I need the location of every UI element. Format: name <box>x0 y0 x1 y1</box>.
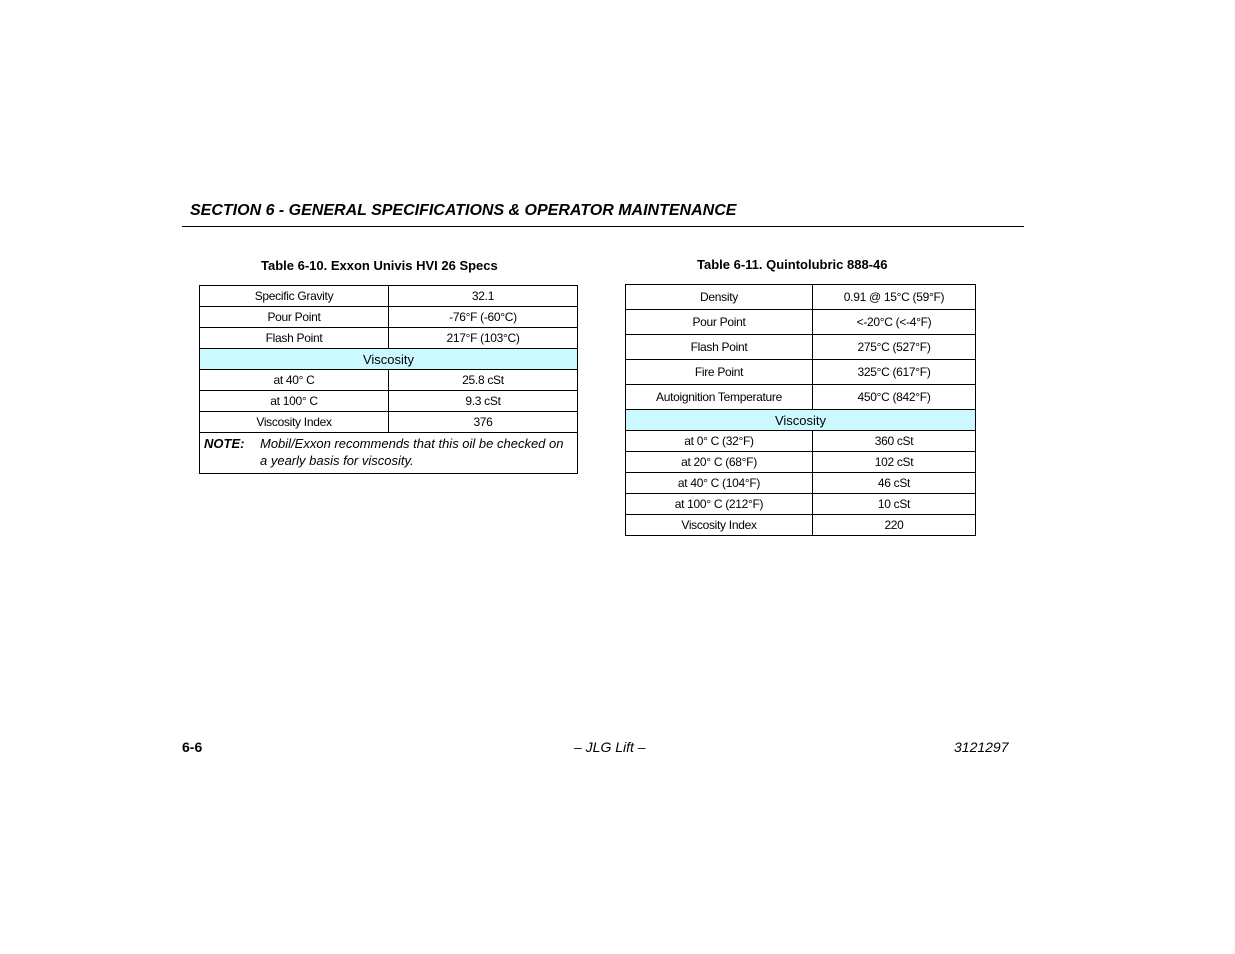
table-band-row <box>626 410 976 431</box>
table-row <box>626 285 976 310</box>
spec-value: <-20°C (<-4°F) <box>813 310 976 335</box>
note-text: Mobil/Exxon recommends that this oil be checked on a yearly basis for viscosity. <box>260 436 564 468</box>
viscosity-band: Viscosity <box>200 349 578 370</box>
spec-label: at 0° C (32°F) <box>626 431 813 452</box>
table-10-exxon-univis <box>199 285 578 474</box>
spec-label: Pour Point <box>200 307 389 328</box>
table-row <box>200 286 578 307</box>
table-10-caption: Table 6-10. Exxon Univis HVI 26 Specs <box>261 258 498 273</box>
table-row <box>200 307 578 328</box>
spec-value: 32.1 <box>389 286 578 307</box>
spec-label: at 100° C (212°F) <box>626 494 813 515</box>
table-row <box>626 385 976 410</box>
spec-value: 376 <box>389 412 578 433</box>
table-row <box>626 431 976 452</box>
spec-label: at 40° C (104°F) <box>626 473 813 494</box>
table-11-quintolubric <box>625 284 976 536</box>
spec-label: Autoignition Temperature <box>626 385 813 410</box>
header-rule <box>182 226 1024 227</box>
table-row <box>200 391 578 412</box>
spec-value: 0.91 @ 15°C (59°F) <box>813 285 976 310</box>
document-number: 3121297 <box>954 739 1009 755</box>
spec-label: at 40° C <box>200 370 389 391</box>
spec-value: -76°F (-60°C) <box>389 307 578 328</box>
table-row <box>626 310 976 335</box>
spec-label: Flash Point <box>200 328 389 349</box>
spec-value: 25.8 cSt <box>389 370 578 391</box>
table-row <box>200 412 578 433</box>
viscosity-band: Viscosity <box>626 410 976 431</box>
spec-value: 9.3 cSt <box>389 391 578 412</box>
table-row <box>626 473 976 494</box>
table-row <box>626 515 976 536</box>
table-row <box>626 360 976 385</box>
spec-value: 450°C (842°F) <box>813 385 976 410</box>
table-row <box>200 370 578 391</box>
page-number: 6-6 <box>182 739 203 755</box>
spec-label: at 20° C (68°F) <box>626 452 813 473</box>
spec-label: at 100° C <box>200 391 389 412</box>
spec-label: Viscosity Index <box>200 412 389 433</box>
spec-label: Flash Point <box>626 335 813 360</box>
note-label: NOTE: <box>204 436 245 451</box>
section-title: SECTION 6 - GENERAL SPECIFICATIONS & OPERATOR MAINTENANCE <box>190 202 737 219</box>
table-row <box>626 452 976 473</box>
table-11-caption: Table 6-11. Quintolubric 888-46 <box>697 257 888 272</box>
spec-label: Viscosity Index <box>626 515 813 536</box>
spec-value: 10 cSt <box>813 494 976 515</box>
spec-label: Density <box>626 285 813 310</box>
footer-publication: – JLG Lift – <box>574 739 646 755</box>
table-row <box>626 494 976 515</box>
spec-value: 360 cSt <box>813 431 976 452</box>
spec-value: 220 <box>813 515 976 536</box>
spec-value: 275°C (527°F) <box>813 335 976 360</box>
table-row <box>200 328 578 349</box>
spec-value: 102 cSt <box>813 452 976 473</box>
note-row <box>200 433 578 474</box>
spec-value: 325°C (617°F) <box>813 360 976 385</box>
table-band-row <box>200 349 578 370</box>
table-row <box>626 335 976 360</box>
spec-label: Pour Point <box>626 310 813 335</box>
spec-value: 46 cSt <box>813 473 976 494</box>
note-cell <box>200 433 578 474</box>
spec-label: Specific Gravity <box>200 286 389 307</box>
spec-value: 217°F (103°C) <box>389 328 578 349</box>
spec-label: Fire Point <box>626 360 813 385</box>
